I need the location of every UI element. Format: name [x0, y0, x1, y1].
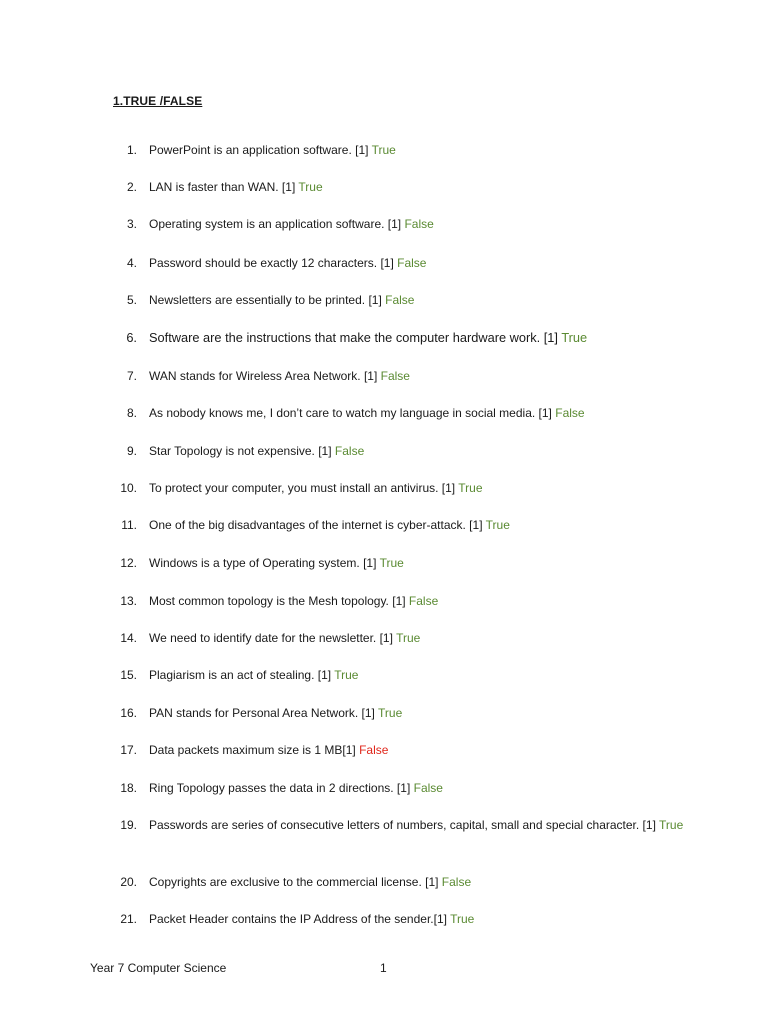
section-heading: 1.TRUE /FALSE [113, 94, 203, 108]
item-text-wrap [149, 479, 689, 497]
item-answer: False [408, 594, 439, 608]
item-text-wrap [149, 329, 689, 347]
item-text: PAN stands for Personal Area Network. [1] [149, 706, 375, 720]
item-number: 3. [126, 217, 137, 231]
item-text: To protect your computer, you must install an antivirus. [1] [149, 481, 456, 495]
item-text-wrap [149, 741, 689, 759]
item-text-wrap [149, 592, 689, 610]
item-answer: True [450, 912, 475, 926]
item-number: 10. [120, 481, 137, 495]
item-answer: False [555, 406, 585, 420]
item-text: Ring Topology passes the data in 2 directions. [1] [149, 781, 411, 795]
item-text: One of the big disadvantages of the internet is cyber-attack. [1] [149, 518, 483, 532]
item-number: 12. [120, 556, 137, 570]
item-answer-highlighted: False [359, 743, 389, 757]
item-number: 20. [120, 875, 137, 889]
item-number: 16. [120, 706, 137, 720]
item-number: 9. [126, 444, 137, 458]
footer-course-title: Year 7 Computer Science [90, 961, 227, 975]
item-number: 17. [120, 743, 137, 757]
item-answer: True [371, 143, 396, 157]
item-answer: False [385, 293, 415, 307]
item-text: Data packets maximum size is 1 MB[1] [149, 743, 356, 757]
item-text: Packet Header contains the IP Address of the sender.[1] [149, 912, 447, 926]
item-number: 11. [121, 518, 137, 532]
item-text: Operating system is an application software. [1] [149, 217, 402, 231]
item-text-wrap [149, 367, 689, 385]
item-text-wrap [149, 779, 689, 797]
item-number: 2. [126, 180, 137, 194]
item-number: 15. [120, 668, 137, 682]
item-text: Most common topology is the Mesh topology. [1] [149, 594, 406, 608]
item-answer: True [298, 180, 323, 194]
item-text: Star Topology is not expensive. [1] [149, 444, 332, 458]
item-answer: False [441, 875, 472, 889]
item-text: Passwords are series of consecutive letters of numbers, capital, small and special character. [1] [149, 818, 656, 832]
item-answer: True [378, 706, 403, 720]
item-text: Software are the instructions that make the computer hardware work. [1] [149, 330, 558, 345]
item-number: 13. [120, 594, 137, 608]
item-text-wrap [149, 816, 689, 834]
item-text-wrap [149, 910, 689, 928]
item-text-wrap [149, 178, 689, 196]
item-text-wrap [149, 442, 689, 460]
item-text: Copyrights are exclusive to the commercial license. [1] [149, 875, 439, 889]
item-text: LAN is faster than WAN. [1] [149, 180, 296, 194]
item-number: 5. [126, 293, 137, 307]
item-answer: True [396, 631, 421, 645]
item-answer: False [334, 444, 365, 458]
item-text-wrap [149, 215, 689, 233]
item-answer: True [561, 330, 588, 345]
item-text-wrap [149, 141, 689, 159]
item-text: WAN stands for Wireless Area Network. [1] [149, 369, 378, 383]
item-text: Newsletters are essentially to be printed. [1] [149, 293, 382, 307]
item-text: Plagiarism is an act of stealing. [1] [149, 668, 332, 682]
item-answer: False [413, 781, 443, 795]
item-text-wrap [149, 291, 689, 309]
footer-page-number: 1 [380, 961, 387, 975]
item-number: 18. [120, 781, 137, 795]
item-text-wrap [149, 404, 689, 422]
item-answer: False [397, 256, 427, 270]
item-answer: False [380, 369, 410, 383]
item-answer: False [404, 217, 434, 231]
item-number: 6. [126, 330, 137, 345]
item-text-wrap [149, 704, 689, 722]
item-text-wrap [149, 554, 689, 572]
item-answer: True [659, 818, 684, 832]
item-text-wrap [149, 516, 689, 534]
item-number: 8. [126, 406, 137, 420]
item-text-wrap [149, 629, 689, 647]
item-text: Windows is a type of Operating system. [1] [149, 556, 377, 570]
item-text-wrap [149, 666, 689, 684]
item-number: 19. [120, 818, 137, 832]
item-number: 1. [126, 143, 137, 157]
item-number: 7. [126, 369, 137, 383]
item-answer: True [485, 518, 510, 532]
item-number: 14. [120, 631, 137, 645]
item-answer: True [379, 556, 404, 570]
item-text: As nobody knows me, I don’t care to watch my language in social media. [1] [149, 406, 552, 420]
item-text-wrap [149, 254, 689, 272]
item-text-wrap [149, 873, 689, 891]
item-answer: True [458, 481, 483, 495]
item-text: Password should be exactly 12 characters. [1] [149, 256, 394, 270]
item-number: 4. [126, 256, 137, 270]
item-text: PowerPoint is an application software. [1] [149, 143, 369, 157]
item-answer: True [334, 668, 359, 682]
item-number: 21. [120, 912, 137, 926]
item-text: We need to identify date for the newsletter. [1] [149, 631, 393, 645]
